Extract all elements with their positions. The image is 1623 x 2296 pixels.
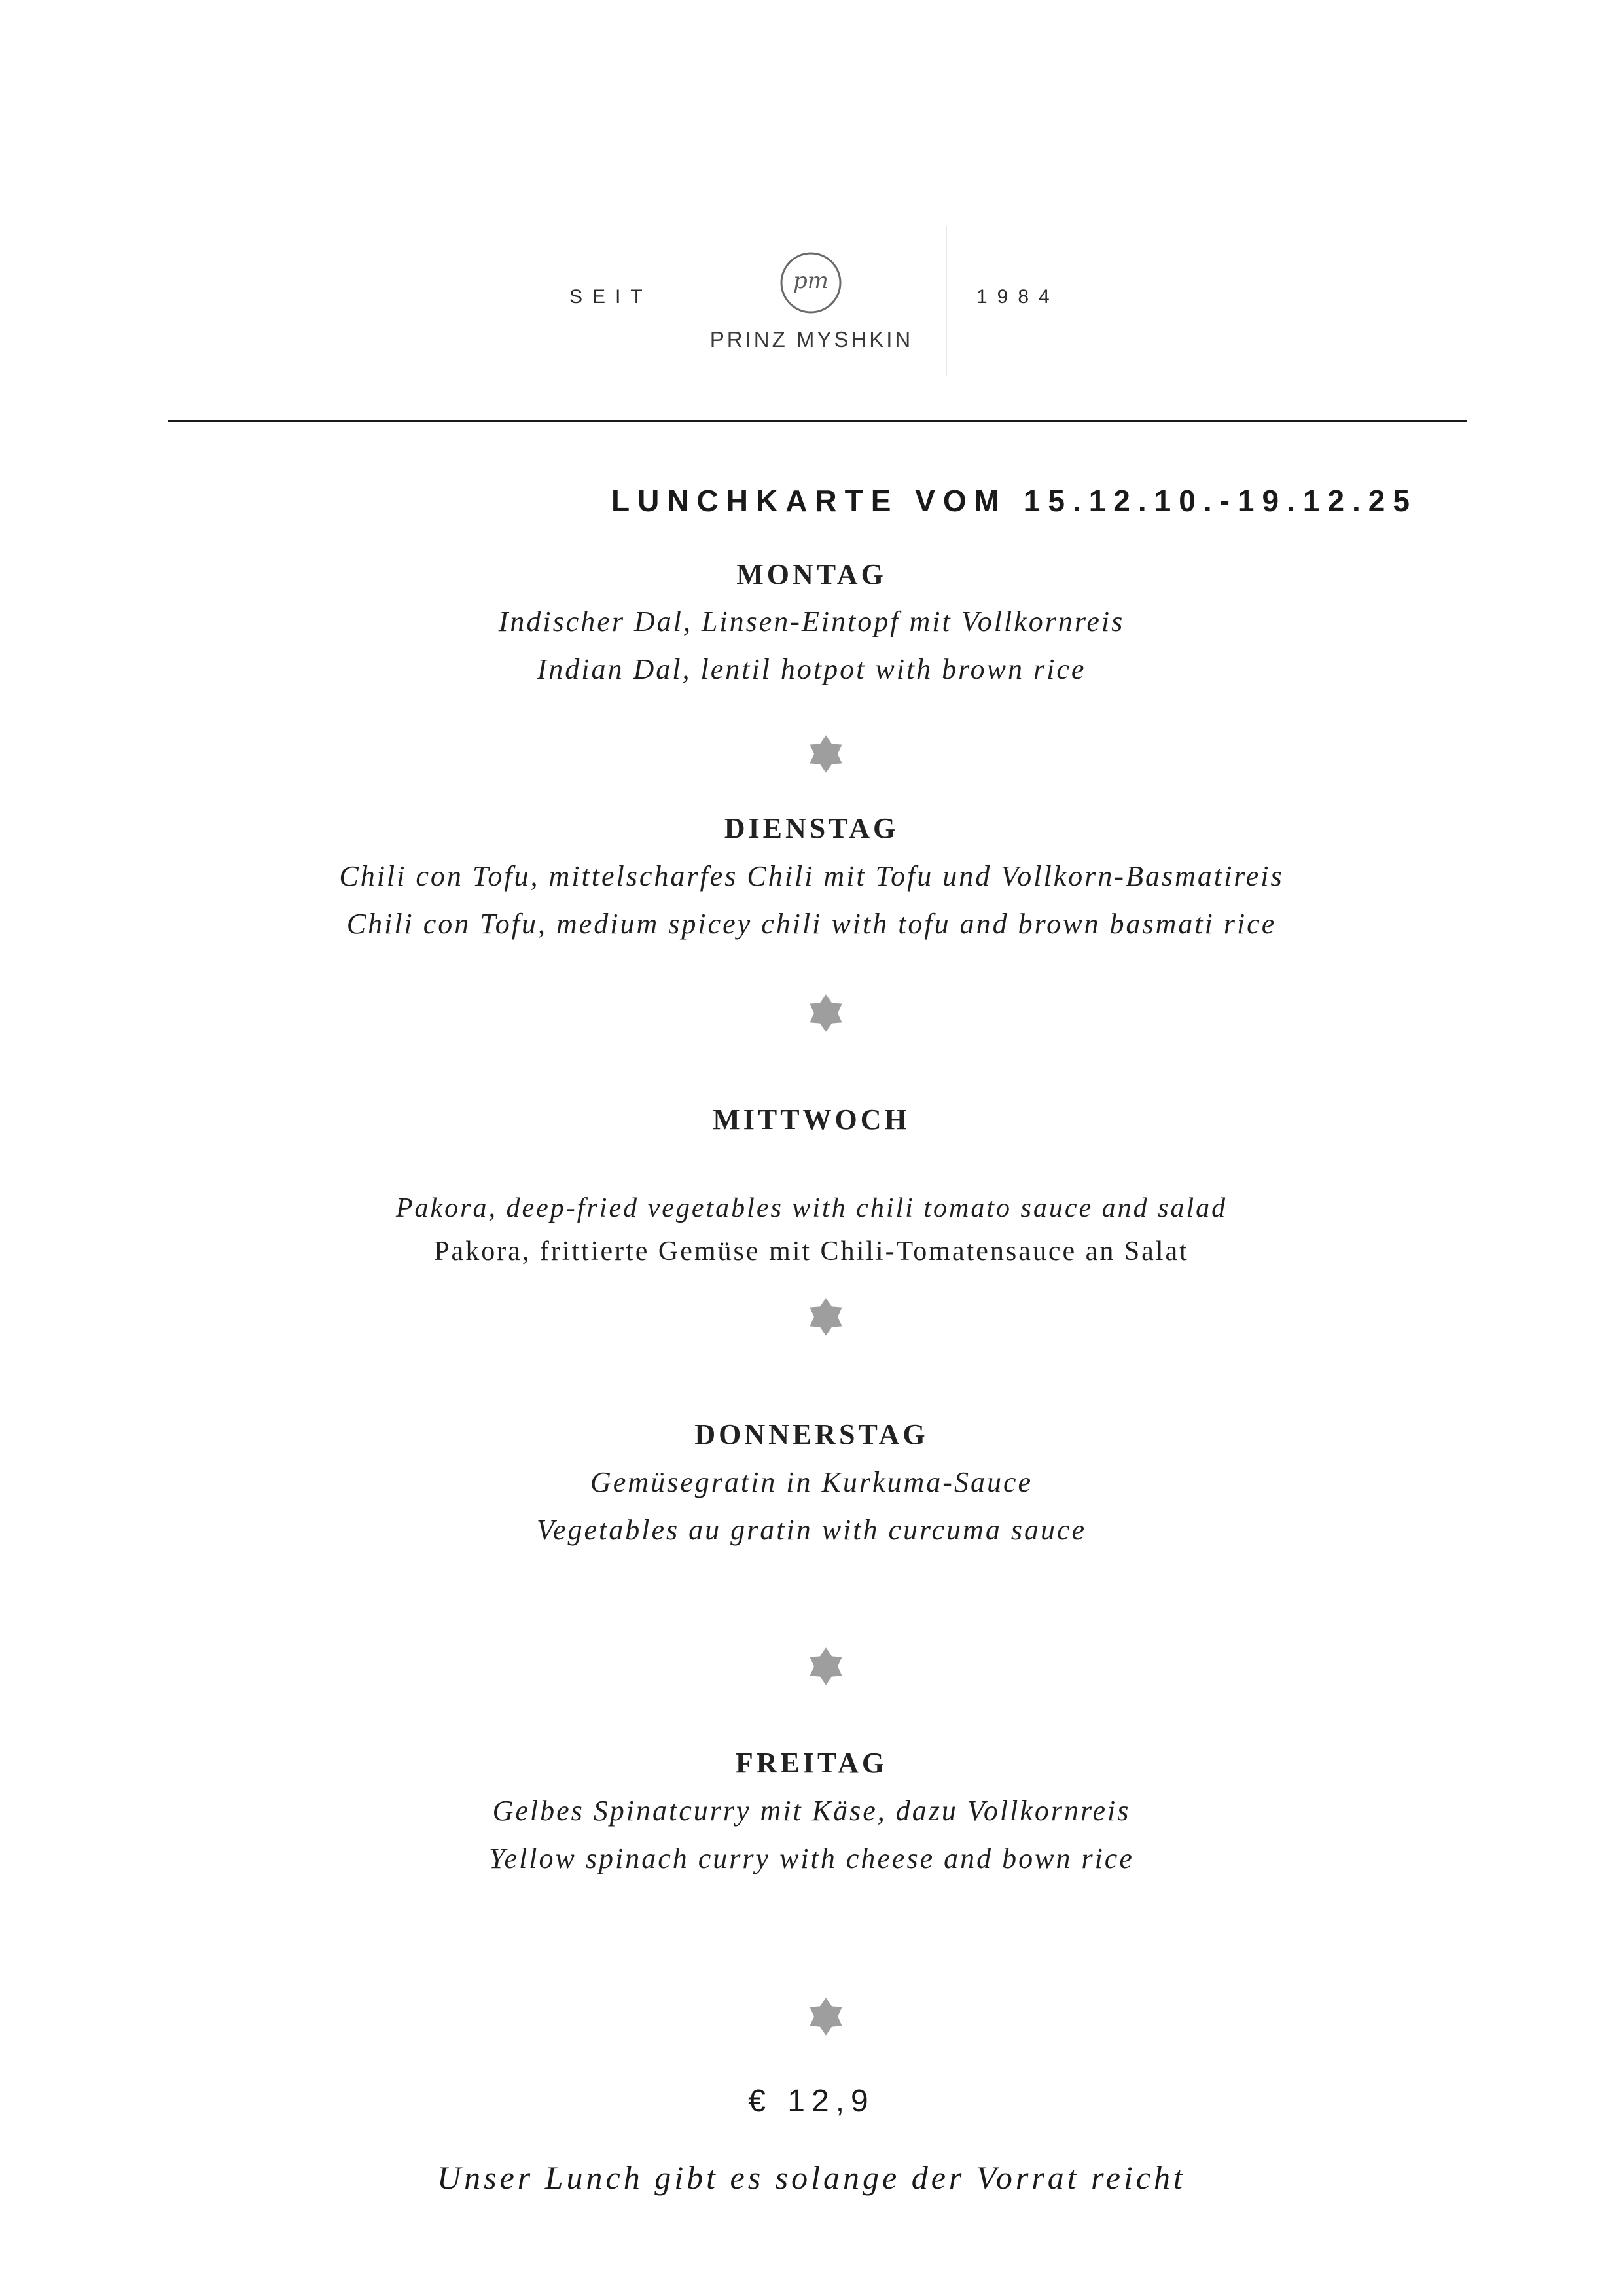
dish-line-de-donnerstag: Gemüsegratin in Kurkuma-Sauce [590,1466,1033,1498]
logo-monogram: pm [793,268,829,294]
dish-line-en-donnerstag: Vegetables au gratin with curcuma sauce [536,1514,1087,1546]
dish-line-en-mittwoch: Pakora, deep-fried vegetables with chili tomato sauce and salad [395,1193,1228,1223]
availability-note: Unser Lunch gibt es solange der Vorrat reicht [437,2159,1186,2196]
price: € 12,9 [748,2084,875,2119]
star-icon [806,1997,846,2036]
day-heading-dienstag: DIENSTAG [724,812,899,844]
brand-name: PRINZ MYSHKIN [709,327,914,351]
star-icon [806,1297,846,1336]
day-heading-freitag: FREITAG [735,1747,888,1779]
day-heading-donnerstag: DONNERSTAG [694,1418,929,1450]
menu-title: LUNCHKARTE VOM 15.12.10.-19.12.25 [611,484,1418,518]
year-label: 1984 [976,286,1060,308]
dish-line-de-mittwoch: Pakora, frittierte Gemüse mit Chili-Tomatensauce an Salat [434,1236,1189,1266]
star-icon [806,734,846,774]
dish-line-de-dienstag: Chili con Tofu, mittelscharfes Chili mit Tofu und Vollkorn-Basmatireis [339,860,1284,892]
day-heading-montag: MONTAG [736,558,887,590]
dish-line-en-dienstag: Chili con Tofu, medium spicey chili with tofu and brown basmati rice [346,908,1277,940]
logo-icon [779,251,842,314]
dish-line-de-freitag: Gelbes Spinatcurry mit Käse, dazu Vollkornreis [492,1795,1131,1827]
seit-label: SEIT [569,286,652,308]
header-divider [946,226,947,376]
dish-line-en-montag: Indian Dal, lentil hotpot with brown rice [537,653,1086,685]
horizontal-rule [168,420,1467,422]
star-icon [806,994,846,1033]
dish-line-de-montag: Indischer Dal, Linsen-Eintopf mit Vollkornreis [498,605,1125,637]
dish-line-en-freitag: Yellow spinach curry with cheese and bown rice [489,1842,1134,1874]
star-icon [806,1647,846,1686]
day-heading-mittwoch: MITTWOCH [713,1103,910,1136]
